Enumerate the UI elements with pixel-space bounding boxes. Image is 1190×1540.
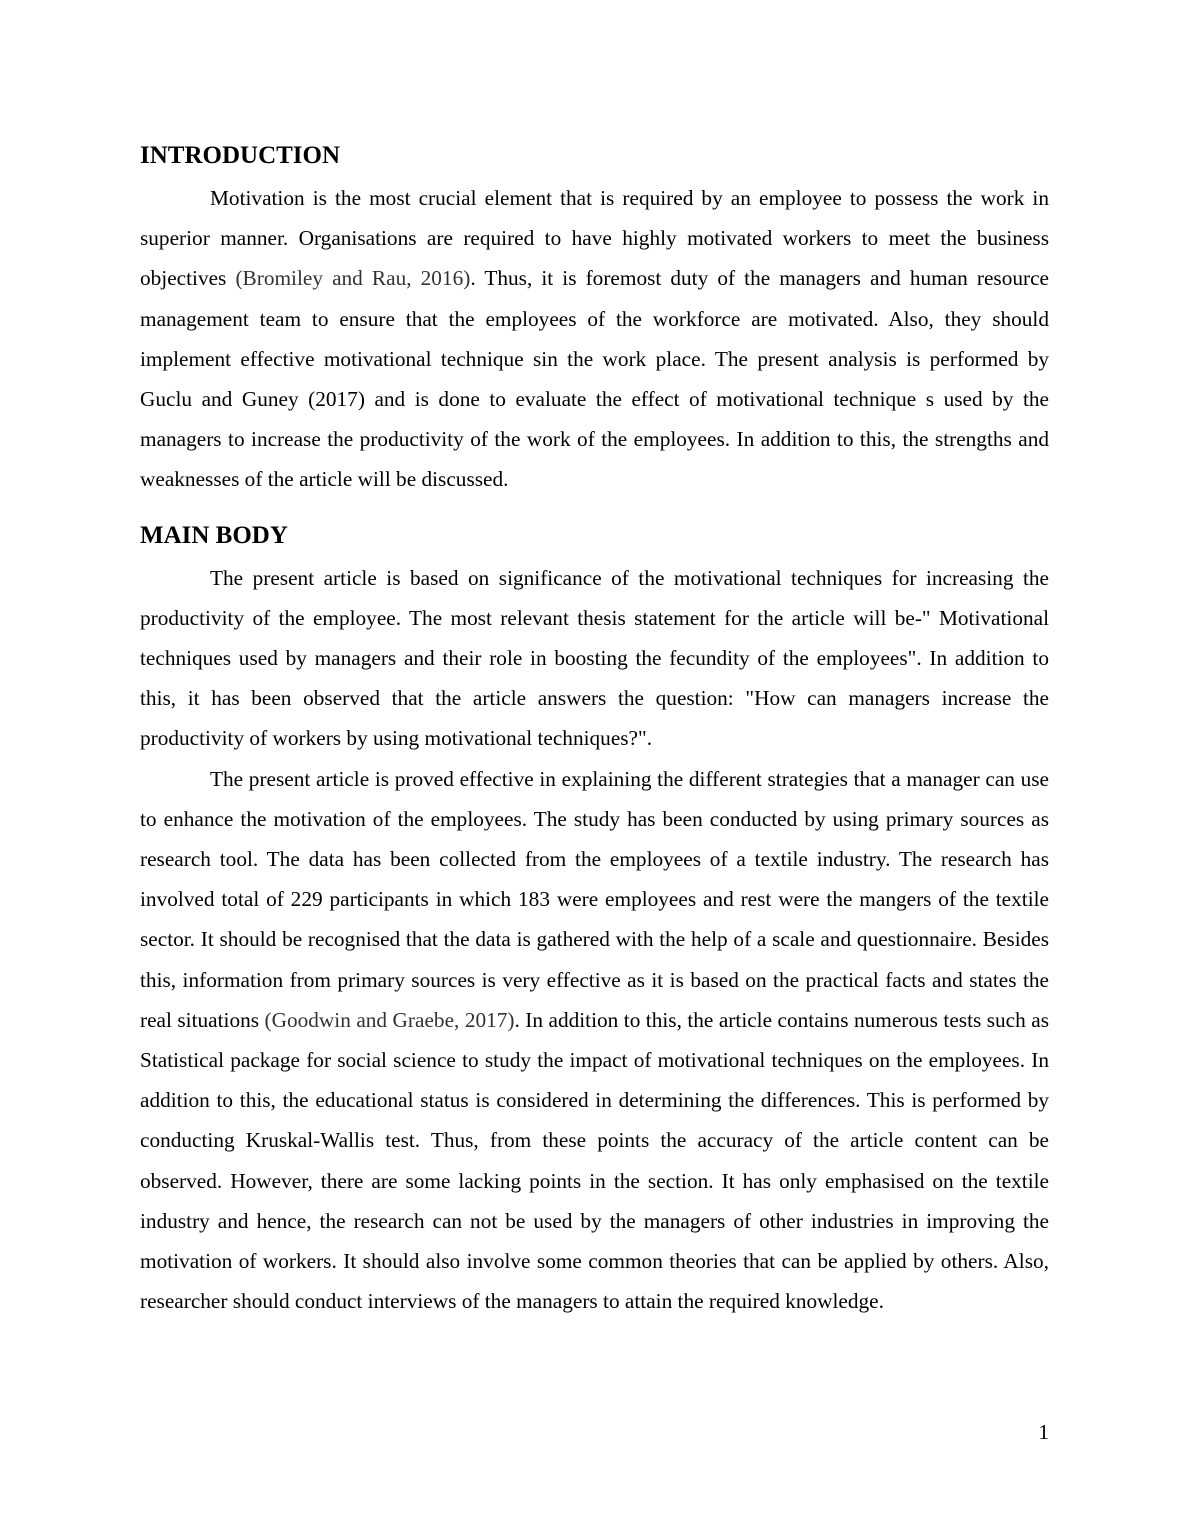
introduction-paragraph bbox=[140, 178, 1049, 500]
intro-text-part-1: Motivation is the most crucial element that is required by an employee to possess the work in superior manner. Organisations are required to have highly motivated workers to meet the business objectives bbox=[140, 186, 1049, 291]
page-number: 1 bbox=[1038, 1420, 1049, 1444]
intro-text-part-2: . Thus, it is foremost duty of the managers and human resource management team to ensure that the employees of the workforce are motivated. Also, they should implement effective motivational technique sin the work place. The present analysis is performed by Guclu and Guney (2017) and is done to evaluate the effect of motivational technique s used by the managers to increase the productivity of the work of the employees. In addition to this, the strengths and weaknesses of the article will be discussed. bbox=[140, 266, 1049, 492]
page-content bbox=[140, 138, 1049, 1321]
introduction-heading: INTRODUCTION bbox=[140, 142, 341, 169]
citation-goodwin-graebe: (Goodwin and Graebe, 2017) bbox=[264, 1007, 515, 1032]
main-body-paragraph-1: The present article is based on significance of the motivational techniques for increasing the productivity of the employee. The most relevant thesis statement for the article will be-" Motivational techniques used by managers and their role in boosting the fecundity of the employees". In addition to this, it has been observed that the article answers the question: "How can managers increase the productivity of workers by using motivational techniques?". bbox=[140, 565, 1049, 751]
main-text-part-2: . In addition to this, the article contains numerous tests such as Statistical package for social science to study the impact of motivational techniques on the employees. In addition to this, the educational status is considered in determining the differences. This is performed by conducting Kruskal-Wallis test. Thus, from these points the accuracy of the article content can be observed. However, there are some lacking points in the section. It has only emphasised on the textile industry and hence, the research can not be used by the managers of other industries in improving the motivation of workers. It should also involve some common theories that can be applied by others. Also, researcher should conduct interviews of the managers to attain the required knowledge. bbox=[140, 1007, 1049, 1314]
main-text-part-1: The present article is proved effective in explaining the different strategies that a manager can use to enhance the motivation of the employees. The study has been conducted by using primary sources as research tool. The data has been collected from the employees of a textile industry. The research has involved total of 229 participants in which 183 were employees and rest were the mangers of the textile sector. It should be recognised that the data is gathered with the help of a scale and questionnaire. Besides this, information from primary sources is very effective as it is based on the practical facts and states the real situations bbox=[140, 766, 1049, 1032]
main-body-heading: MAIN BODY bbox=[140, 521, 288, 549]
citation-bromiley-rau: (Bromiley and Rau, 2016) bbox=[235, 266, 471, 291]
main-body-paragraph-2 bbox=[140, 759, 1049, 1322]
